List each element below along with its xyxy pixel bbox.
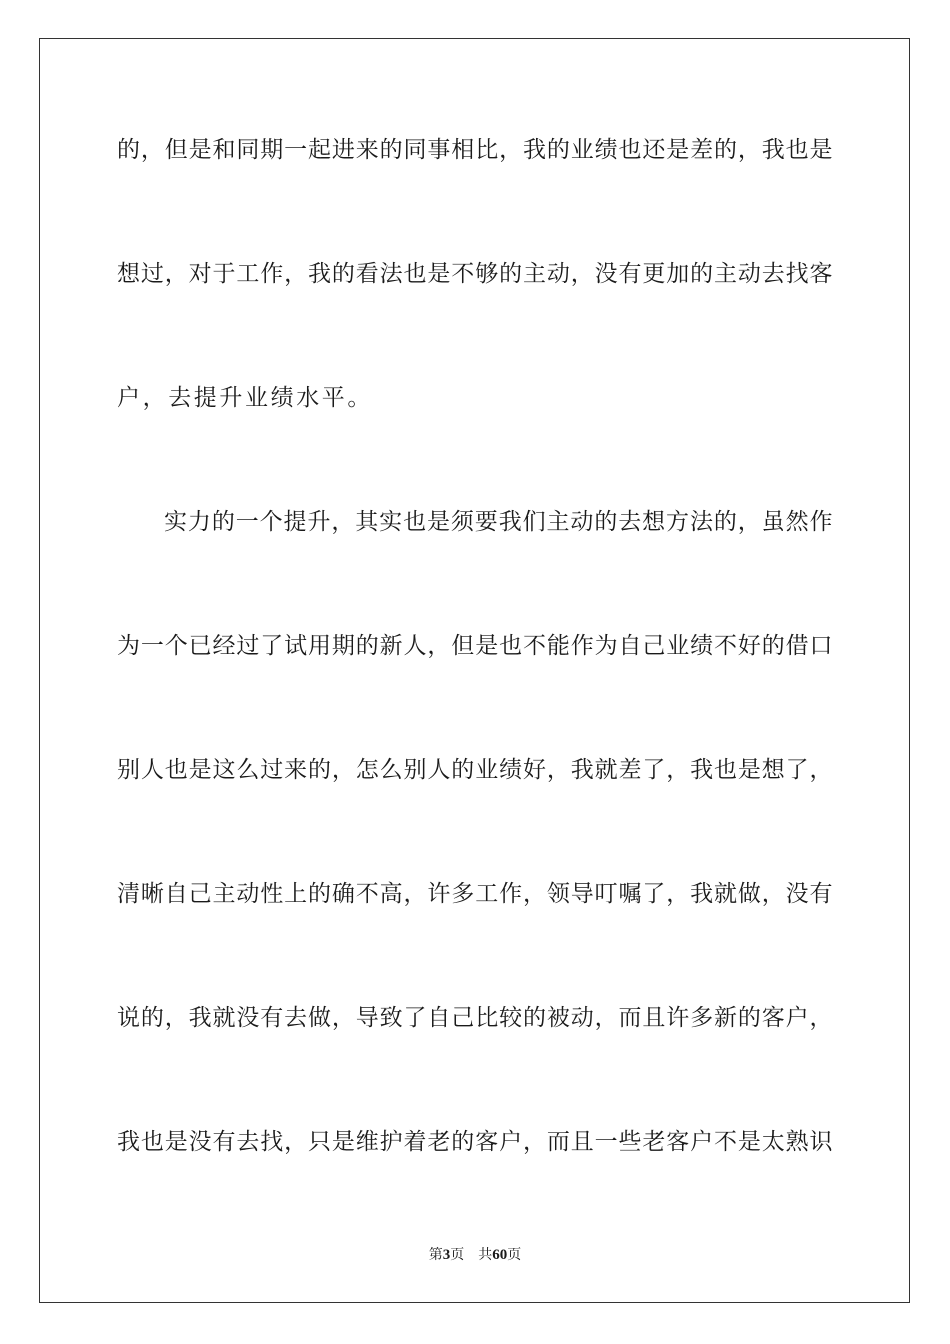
text-line-2: 想过，对于工作，我的看法也是不够的主动，没有更加的主动去找客 bbox=[117, 261, 833, 287]
text-line-1: 的，但是和同期一起进来的同事相比，我的业绩也还是差的，我也是 bbox=[117, 137, 833, 163]
text-line-3: 户，去提升业绩水平。 bbox=[117, 385, 373, 411]
text-line-6: 别人也是这么过来的，怎么别人的业绩好，我就差了，我也是想了， bbox=[117, 757, 833, 783]
text-line-9: 我也是没有去找，只是维护着老的客户，而且一些老客户不是太熟识 bbox=[117, 1129, 833, 1155]
page-number: 3 bbox=[442, 1247, 451, 1263]
text-line-4: 实力的一个提升，其实也是须要我们主动的去想方法的，虽然作 bbox=[164, 509, 833, 535]
text-line-5: 为一个已经过了试用期的新人，但是也不能作为自己业绩不好的借口 bbox=[117, 633, 833, 659]
total-prefix: 共 bbox=[478, 1247, 493, 1263]
page-footer bbox=[0, 1246, 950, 1264]
text-line-8: 说的，我就没有去做，导致了自己比较的被动，而且许多新的客户， bbox=[117, 1005, 833, 1031]
text-line-7: 清晰自己主动性上的确不高，许多工作，领导叮嘱了，我就做，没有 bbox=[117, 881, 833, 907]
total-suffix: 页 bbox=[507, 1247, 522, 1263]
page-frame bbox=[39, 38, 910, 1303]
page-suffix: 页 bbox=[450, 1247, 465, 1263]
page-prefix: 第 bbox=[428, 1247, 443, 1263]
total-pages: 60 bbox=[492, 1247, 508, 1263]
